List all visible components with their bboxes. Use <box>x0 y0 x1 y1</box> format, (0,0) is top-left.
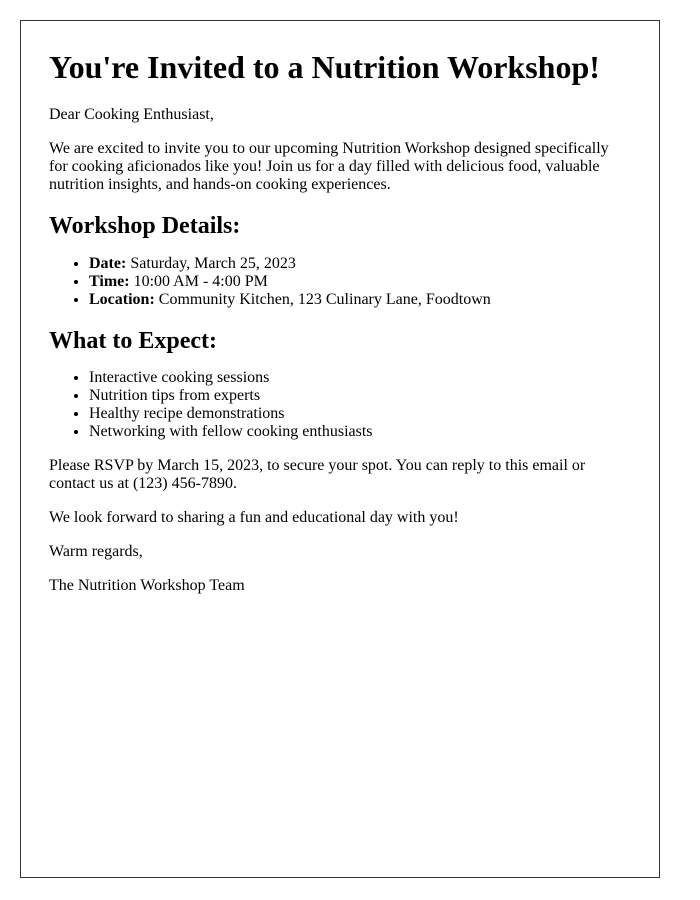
signoff: Warm regards, <box>49 543 143 561</box>
details-heading: Workshop Details: <box>49 212 241 239</box>
expect-heading: What to Expect: <box>49 327 217 354</box>
expect-item: • Networking with fellow cooking enthusiasts <box>89 423 631 441</box>
detail-date-label: Date: <box>89 254 127 272</box>
detail-time-value: 10:00 AM - 4:00 PM <box>133 272 268 290</box>
expect-list <box>49 369 631 441</box>
intro-paragraph: We are excited to invite you to our upcoming Nutrition Workshop designed specifically for cooking aficionados like you! Join us for a day filled with delicious food, valuable nutrition insights, and hands-on cooking experiences. <box>49 139 609 193</box>
rsvp-paragraph: Please RSVP by March 15, 2023, to secure your spot. You can reply to this email or contact us at (123) 456-7890. <box>49 457 586 493</box>
closing-line: We look forward to sharing a fun and educational day with you! <box>49 509 459 527</box>
detail-location-label: Location: <box>89 290 155 308</box>
detail-location <box>89 291 631 309</box>
invitation-letter <box>20 20 660 878</box>
detail-time-label: Time: <box>89 272 130 290</box>
details-list <box>49 255 631 309</box>
signature: The Nutrition Workshop Team <box>49 577 245 595</box>
expect-item: • Interactive cooking sessions <box>89 369 631 387</box>
detail-time <box>89 273 631 291</box>
detail-date <box>89 255 631 273</box>
detail-date-value: Saturday, March 25, 2023 <box>130 254 296 272</box>
letter-title: You're Invited to a Nutrition Workshop! <box>49 49 600 85</box>
detail-location-value: Community Kitchen, 123 Culinary Lane, Foodtown <box>158 290 491 308</box>
expect-item: • Nutrition tips from experts <box>89 387 631 405</box>
expect-item: • Healthy recipe demonstrations <box>89 405 631 423</box>
greeting: Dear Cooking Enthusiast, <box>49 105 214 123</box>
